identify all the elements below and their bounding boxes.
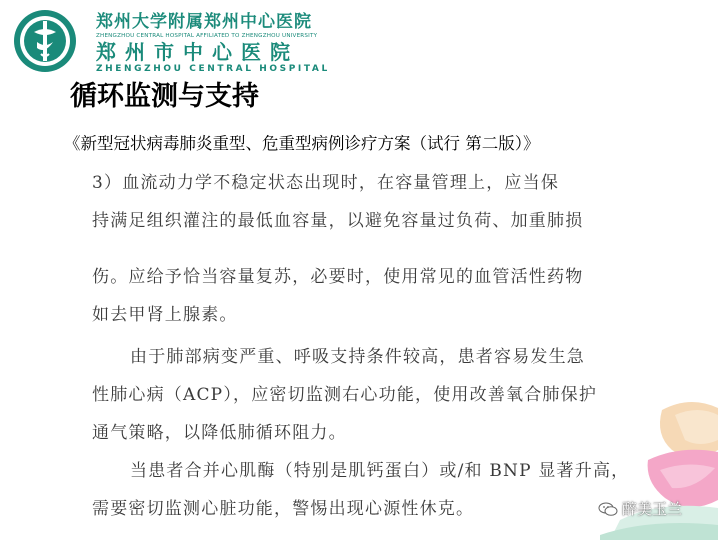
hospital-name-cn-1: 郑州大学附属郑州中心医院	[96, 12, 312, 32]
document-line: 3）血流动力学不稳定状态出现时，在容量管理上，应当保	[92, 173, 560, 193]
document-line: 由于肺部病变严重、呼吸支持条件较高，患者容易发生急	[130, 347, 585, 367]
document-line: 伤。应给予恰当容量复苏，必要时，使用常见的血管活性药物	[92, 267, 584, 287]
slide-title: 循环监测与支持	[70, 81, 259, 112]
document-line: 性肺心病（ACP），应密切监测右心功能，使用改善氧合肺保护	[92, 385, 598, 405]
hospital-name-block	[96, 12, 330, 75]
hospital-logo-icon	[12, 8, 78, 74]
document-line: 通气策略，以降低肺循环阻力。	[92, 423, 347, 443]
hospital-name-cn-2: 郑州市中心医院	[96, 40, 299, 64]
document-line: 持满足组织灌注的最低血容量，以避免容量过负荷、加重肺损	[92, 211, 584, 231]
watermark-text: 醉美玉兰	[622, 500, 683, 518]
wechat-icon	[598, 502, 618, 516]
document-line: 如去甲肾上腺素。	[92, 305, 238, 325]
hospital-name-en-2: ZHENGZHOU CENTRAL HOSPITAL	[96, 64, 330, 74]
document-line: 需要密切监测心脏功能，警惕出现心源性休克。	[92, 499, 475, 519]
watermark	[598, 498, 682, 519]
slide-subtitle: 《新型冠状病毒肺炎重型、危重型病例诊疗方案（试行 第二版）》	[64, 134, 540, 153]
hospital-name-en-1: ZHENGZHOU CENTRAL HOSPITAL AFFILIATED TO ZHENGZHOU UNIVERSITY	[96, 33, 318, 39]
document-line: 当患者合并心肌酶（特别是肌钙蛋白）或/和 BNP 显著升高，	[130, 461, 630, 481]
